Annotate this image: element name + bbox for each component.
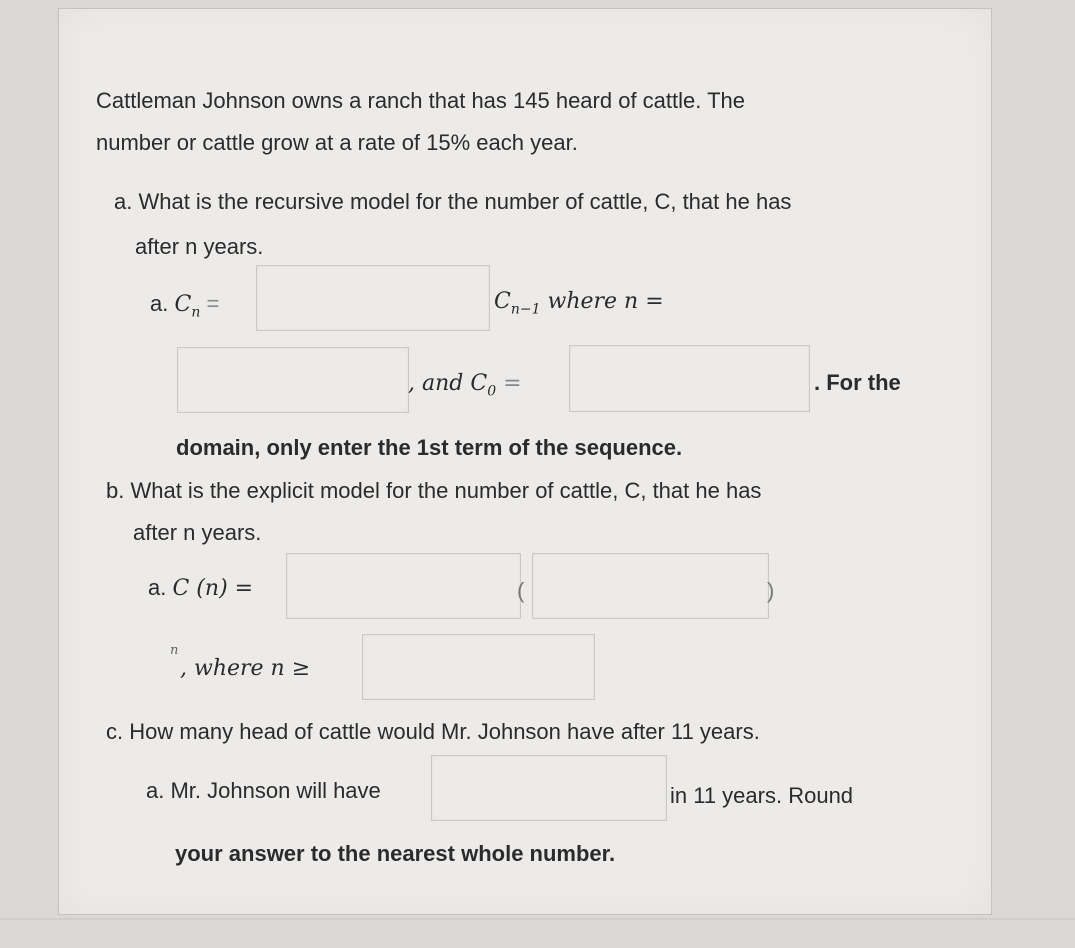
bottom-border [0, 918, 1075, 920]
domain-note: domain, only enter the 1st term of the sequence. [176, 435, 683, 460]
intro-line-2: number or cattle grow at a rate of 15% each year. [96, 130, 578, 155]
part-c-note: your answer to the nearest whole number. [175, 841, 616, 866]
part-c-question: c. How many head of cattle would Mr. Johnson have after 11 years. [106, 719, 760, 744]
previous-term-text [494, 289, 664, 318]
explicit-domain-input[interactable] [362, 634, 595, 700]
part-c-item-label: a. Mr. Johnson will have [146, 778, 381, 803]
part-b-question-line-2: after n years. [133, 520, 262, 545]
intro-line-1: Cattleman Johnson owns a ranch that has 145 heard of cattle. The [96, 88, 745, 113]
close-paren: ) [767, 578, 775, 603]
part-b-item [148, 575, 253, 602]
initial-subscript: 0 [487, 383, 497, 400]
equals-sign: = [206, 291, 220, 316]
where-n-geq-text: , where n ≥ [180, 656, 311, 681]
explicit-initial-input[interactable] [286, 553, 521, 619]
explicit-lhs: C (n) = [172, 576, 254, 601]
lhs-subscript: n [191, 304, 201, 321]
recursive-multiplier-input[interactable] [256, 265, 490, 331]
domain-start-input[interactable] [177, 347, 409, 413]
where-text: where n = [547, 289, 664, 314]
cattle-count-input[interactable] [431, 755, 667, 821]
exponent-n: n [170, 643, 179, 658]
part-c-after-input: in 11 years. Round [670, 783, 854, 808]
prev-term-subscript: n−1 [510, 301, 541, 318]
initial-equals: = [503, 371, 522, 396]
lhs-variable: C [174, 292, 192, 317]
part-b-question-line-1: b. What is the explicit model for the number of cattle, C, that he has [106, 478, 762, 503]
explicit-base-input[interactable] [532, 553, 769, 619]
part-a-question-line-2: after n years. [135, 234, 264, 259]
initial-term-text [408, 371, 522, 400]
part-a-question-line-1: a. What is the recursive model for the number of cattle, C, that he has [114, 189, 792, 214]
item-label: a. [148, 575, 167, 600]
part-a-item-label [150, 291, 219, 321]
and-text: , and C [408, 371, 488, 396]
open-paren: ( [517, 578, 525, 603]
prev-term: C [494, 289, 511, 314]
for-the-text: . For the [814, 370, 901, 395]
item-label: a. [150, 291, 169, 316]
initial-value-input[interactable] [569, 345, 810, 412]
